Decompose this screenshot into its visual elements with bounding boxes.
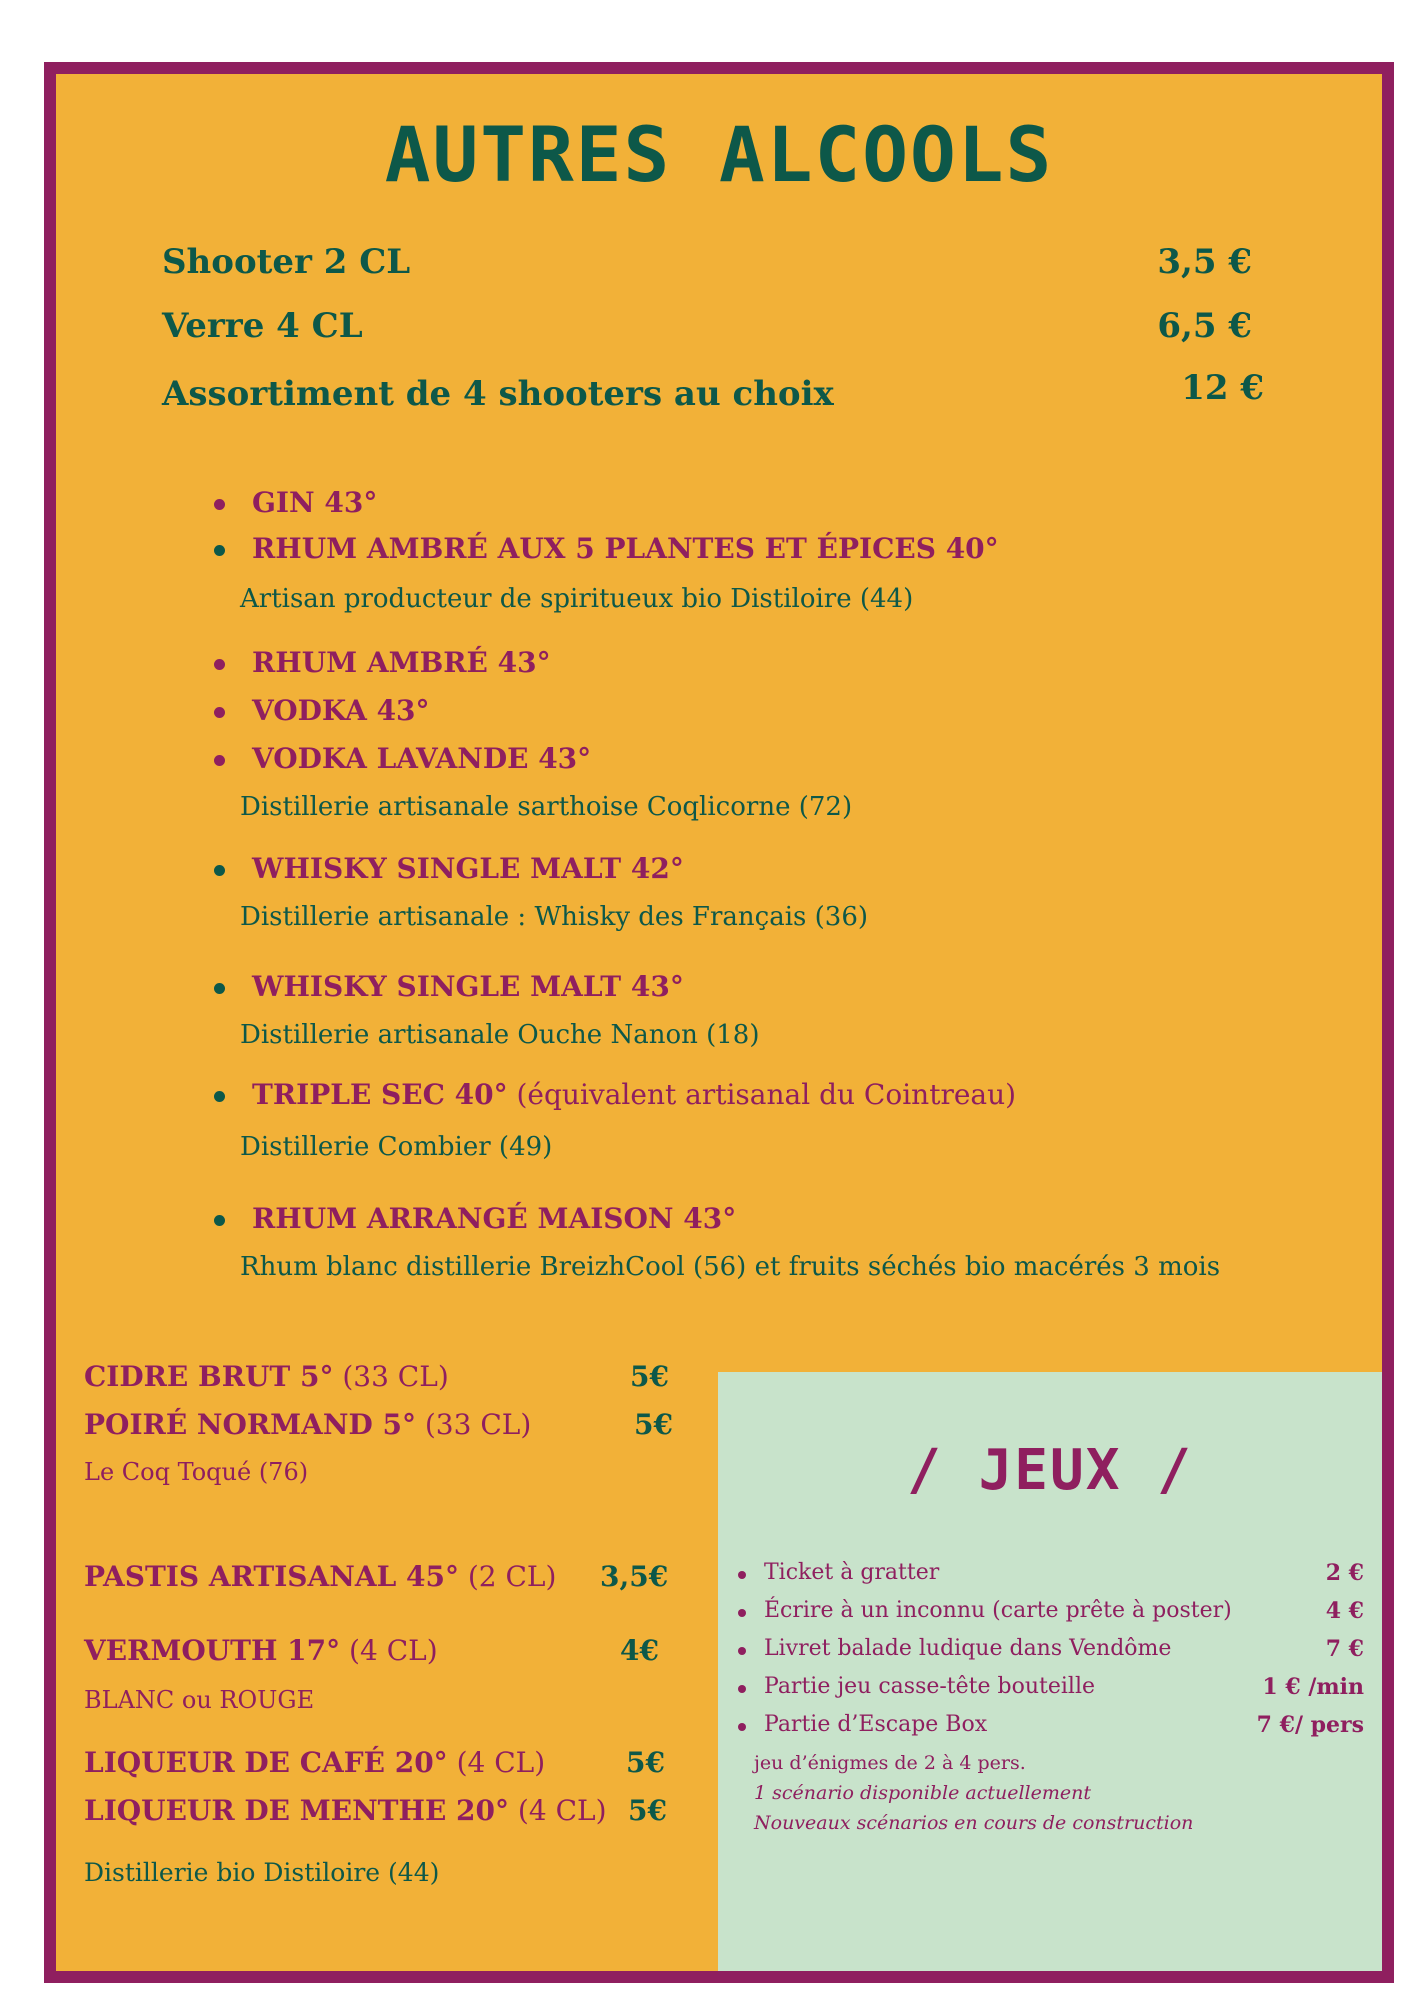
game-label: Écrire à un inconnu (carte prête à poster)	[764, 1598, 1232, 1623]
spirit-source: Artisan producteur de spiritueux bio Distiloire (44)	[240, 584, 914, 614]
spirit-note: (équivalent artisanal du Cointreau)	[507, 1078, 1017, 1111]
drink-volume: (33 CL)	[415, 1408, 532, 1441]
page-title: AUTRES ALCOOLS	[384, 110, 1054, 199]
spirit-source: Distillerie artisanale sarthoise Coqlicorne (72)	[240, 792, 853, 822]
price-value: 3,5 €	[1157, 242, 1252, 282]
game-price: 7 €/ pers	[1256, 1712, 1364, 1738]
drink-name: PASTIS ARTISANAL 45°	[84, 1560, 459, 1593]
price-label: Assortiment de 4 shooters au choix	[162, 374, 834, 414]
game-price: 7 €	[1325, 1636, 1364, 1662]
game-label: Partie d’Escape Box	[764, 1712, 988, 1737]
drink-name: CIDRE BRUT 5°	[84, 1360, 334, 1393]
drink-source: Le Coq Toqué (76)	[84, 1458, 309, 1486]
spirit-whisky-43: WHISKY SINGLE MALT 43°	[252, 970, 684, 1003]
drink-price: 5€	[628, 1794, 667, 1827]
price-row-assortiment	[162, 368, 1264, 414]
price-label: Shooter 2 CL	[162, 242, 411, 282]
spirit-whisky-42: WHISKY SINGLE MALT 42°	[252, 852, 684, 885]
drink-name: VERMOUTH 17°	[84, 1634, 341, 1667]
spirit-gin: GIN 43°	[252, 486, 378, 519]
drink-pastis	[84, 1560, 556, 1593]
drink-name: LIQUEUR DE CAFÉ 20°	[84, 1746, 448, 1779]
price-label: Verre 4 CL	[162, 306, 363, 346]
drink-source: Distillerie bio Distiloire (44)	[84, 1858, 440, 1887]
drink-poire	[84, 1408, 531, 1441]
drink-volume: (33 CL)	[333, 1360, 449, 1393]
drink-liqueur-cafe	[84, 1746, 545, 1779]
game-price: 1 € /min	[1262, 1674, 1364, 1700]
spirit-source: Distillerie Combier (49)	[240, 1132, 553, 1162]
game-label: Livret balade ludique dans Vendôme	[764, 1636, 1172, 1661]
game-item	[764, 1712, 1364, 1737]
drink-price: 3,5€	[600, 1560, 669, 1593]
price-value: 12 €	[1181, 368, 1264, 408]
spirit-source: Distillerie artisanale : Whisky des Français (36)	[240, 902, 868, 932]
price-row-shooter	[162, 242, 1252, 282]
drink-name: POIRÉ NORMAND 5°	[84, 1408, 416, 1441]
drink-price: 4€	[620, 1634, 659, 1667]
games-title: / JEUX /	[907, 1438, 1193, 1503]
drink-volume: (4 CL)	[447, 1746, 546, 1779]
game-item	[764, 1598, 1364, 1623]
drink-price: 5€	[634, 1408, 673, 1441]
drink-volume: (2 CL)	[458, 1560, 557, 1593]
menu-frame	[44, 62, 1394, 1983]
drink-price: 5€	[630, 1360, 669, 1393]
price-value: 6,5 €	[1157, 306, 1252, 346]
spirit-rhum-ambre-plantes: RHUM AMBRÉ AUX 5 PLANTES ET ÉPICES 40°	[252, 532, 999, 565]
spirit-triple-sec	[252, 1078, 1016, 1111]
spirit-name: TRIPLE SEC 40°	[252, 1078, 508, 1111]
game-item	[764, 1674, 1364, 1699]
drink-volume: (4 CL)	[340, 1634, 438, 1667]
game-label: Partie jeu casse-tête bouteille	[764, 1674, 1096, 1699]
spirit-rhum-ambre: RHUM AMBRÉ 43°	[252, 646, 551, 679]
drink-liqueur-menthe	[84, 1794, 607, 1827]
price-row-verre	[162, 306, 1252, 346]
spirit-vodka: VODKA 43°	[252, 694, 430, 727]
spirit-source: Distillerie artisanale Ouche Nanon (18)	[240, 1020, 760, 1050]
game-label: Ticket à gratter	[764, 1560, 940, 1585]
game-note: jeu d’énigmes de 2 à 4 pers.	[754, 1752, 1026, 1774]
game-price: 2 €	[1325, 1560, 1364, 1586]
spirit-rhum-arrange: RHUM ARRANGÉ MAISON 43°	[252, 1202, 737, 1235]
spirit-source: Rhum blanc distillerie BreizhCool (56) et fruits séchés bio macérés 3 mois	[240, 1252, 1221, 1282]
game-price: 4 €	[1325, 1598, 1364, 1624]
drink-volume: (4 CL)	[509, 1794, 607, 1827]
game-item	[764, 1636, 1364, 1661]
drink-price: 5€	[626, 1746, 665, 1779]
game-item	[764, 1560, 1364, 1585]
spirit-vodka-lavande: VODKA LAVANDE 43°	[252, 742, 592, 775]
drink-vermouth	[84, 1634, 438, 1667]
games-panel	[718, 1372, 1382, 1971]
drink-variant: BLANC ou ROUGE	[84, 1686, 315, 1714]
drink-name: LIQUEUR DE MENTHE 20°	[84, 1794, 510, 1827]
game-note: Nouveaux scénarios en cours de construction	[754, 1812, 1194, 1834]
drink-cidre	[84, 1360, 449, 1393]
game-note: 1 scénario disponible actuellement	[754, 1782, 1092, 1804]
